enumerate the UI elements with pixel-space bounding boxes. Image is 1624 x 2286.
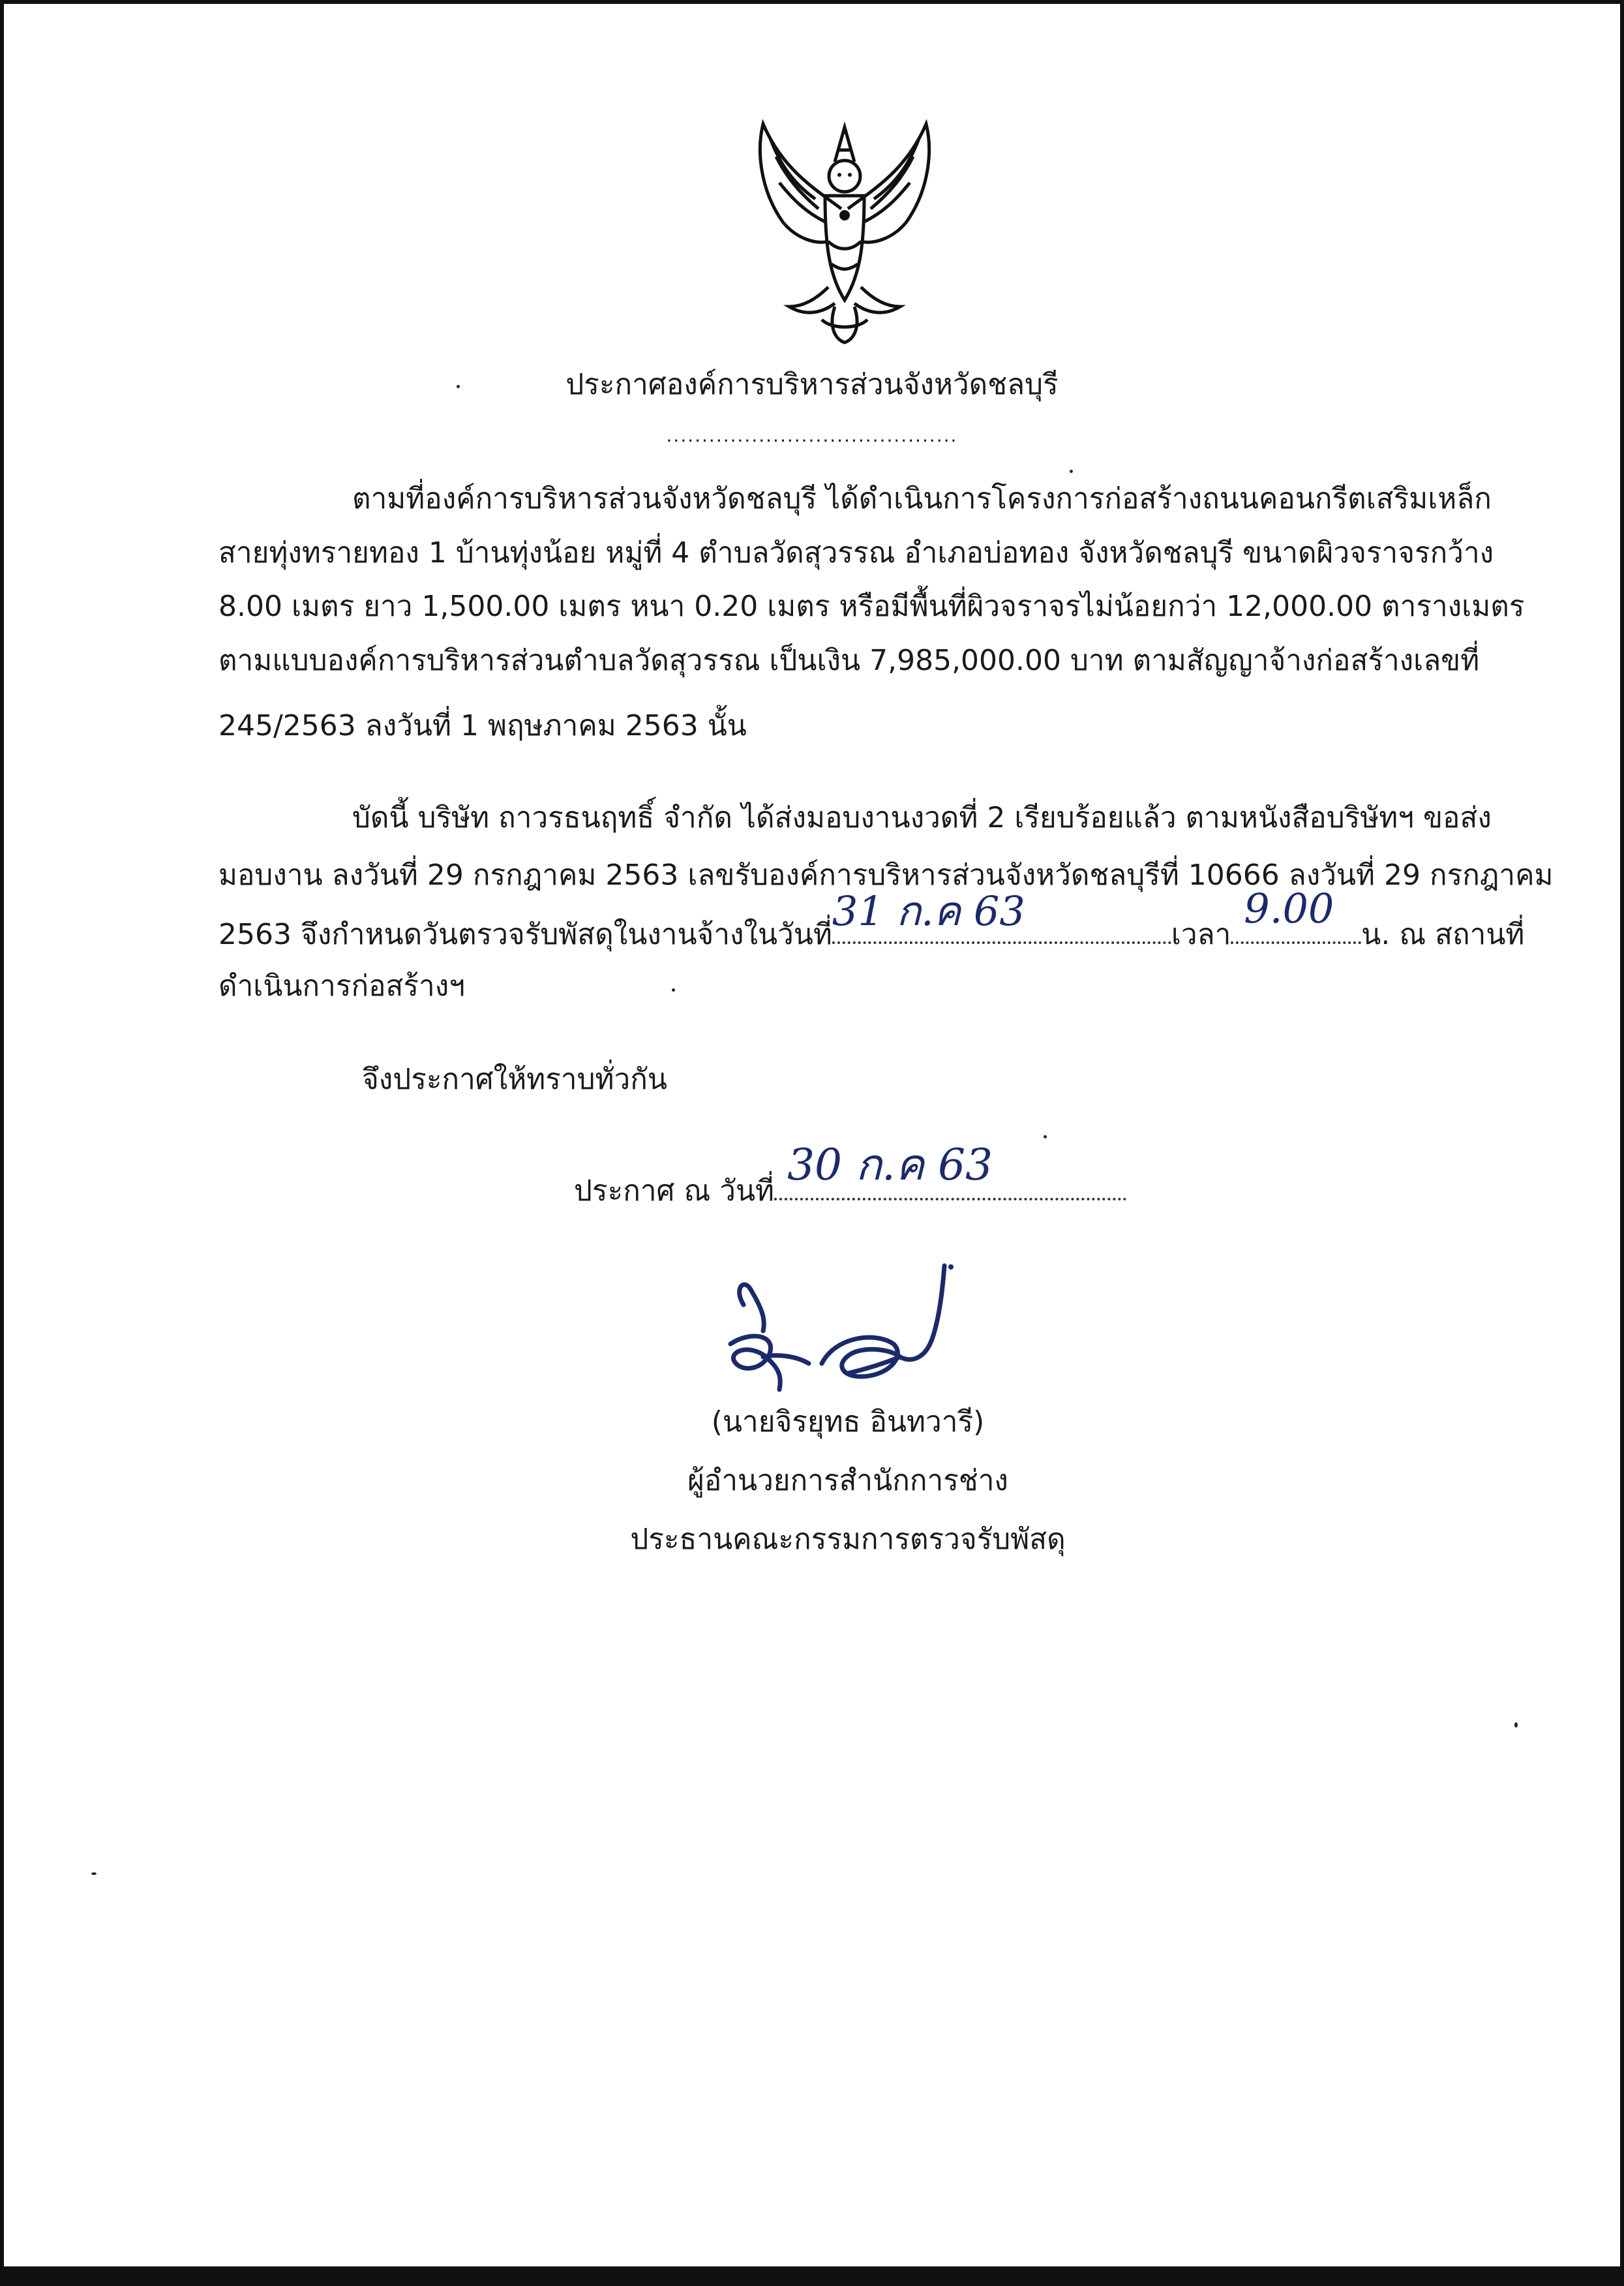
signatory-name: (นายจิรยุทธ อินทวารี) bbox=[711, 1405, 985, 1439]
paragraph-1-line-1: ตามที่องค์การบริหารส่วนจังหวัดชลบุรี ได้ดำเนินการโครงการก่อสร้างถนนคอนกรีตเสริมเหล็ก bbox=[352, 482, 1492, 515]
announcement-date-field bbox=[774, 1140, 1126, 1200]
paragraph-2-line-1: บัดนี้ บริษัท ถาวรธนฤทธิ์ จำกัด ได้ส่งมอบงานงวดที่ 2 เรียบร้อยแล้ว ตามหนังสือบริษัทฯ ขอส่ง bbox=[352, 801, 1492, 834]
page-title: ประกาศองค์การบริหารส่วนจังหวัดชลบุรี bbox=[565, 368, 1059, 401]
inspection-place: น. ณ สถานที่ bbox=[1361, 918, 1525, 951]
announcement-date-line bbox=[574, 1140, 1126, 1211]
scan-speck bbox=[672, 988, 675, 992]
paragraph-1-line-2: สายทุ่งทรายทอง 1 บ้านทุ่งน้อย หมู่ที่ 4 ตำบลวัดสุวรรณ อำเภอบ่อทอง จังหวัดชลบุรี ขนาดผิวจราจรกว้าง bbox=[218, 536, 1494, 570]
garuda-emblem-icon bbox=[744, 111, 946, 346]
title-separator: ......................................... bbox=[666, 425, 958, 446]
scan-speck bbox=[91, 1872, 97, 1875]
announcement-date-label: ประกาศ ณ วันที่ bbox=[574, 1174, 775, 1208]
inspection-time-field bbox=[1231, 885, 1361, 944]
closing-statement: จึงประกาศให้ทราบทั่วกัน bbox=[362, 1063, 667, 1096]
paragraph-1-line-4: ตามแบบองค์การบริหารส่วนตำบลวัดสุวรรณ เป็นเงิน 7,985,000.00 บาท ตามสัญญาจ้างก่อสร้างเลขที่ bbox=[218, 644, 1480, 677]
scan-edge-left bbox=[0, 0, 4, 2286]
handwritten-signature bbox=[704, 1259, 991, 1409]
scan-edge-top bbox=[0, 0, 1624, 4]
inspection-date-field bbox=[832, 887, 1171, 944]
scan-edge-right bbox=[1620, 0, 1624, 2286]
scan-speck bbox=[457, 385, 460, 388]
paragraph-1-line-3: 8.00 เมตร ยาว 1,500.00 เมตร หนา 0.20 เมตร หรือมีพื้นที่ผิวจราจรไม่น้อยกว่า 12,000.00 ตารางเมตร bbox=[218, 590, 1525, 623]
scan-speck bbox=[1044, 1135, 1047, 1138]
scan-speck bbox=[1070, 470, 1073, 473]
inspection-time-label: เวลา bbox=[1171, 918, 1231, 951]
paragraph-2-line-4: ดำเนินการก่อสร้างฯ bbox=[218, 969, 465, 1003]
inspection-date-handwritten: 31 ก.ค 63 bbox=[832, 887, 1025, 935]
announcement-date-handwritten: 30 ก.ค 63 bbox=[787, 1140, 993, 1190]
scan-speck bbox=[1514, 1722, 1518, 1728]
scan-edge-bottom bbox=[0, 2266, 1624, 2286]
signatory-position: ผู้อำนวยการสำนักการช่าง bbox=[687, 1464, 1008, 1497]
paragraph-2-line-3 bbox=[218, 885, 1525, 954]
signatory-role: ประธานคณะกรรมการตรวจรับพัสดุ bbox=[630, 1523, 1066, 1556]
inspection-date-prefix: 2563 จึงกำหนดวันตรวจรับพัสดุในงานจ้างในวันที่ bbox=[218, 918, 832, 951]
paragraph-2-line-2: มอบงาน ลงวันที่ 29 กรกฎาคม 2563 เลขรับองค์การบริหารส่วนจังหวัดชลบุรีที่ 10666 ลงวันที่ 29 กรกฎาคม bbox=[218, 859, 1554, 892]
paragraph-1-line-5: 245/2563 ลงวันที่ 1 พฤษภาคม 2563 นั้น bbox=[218, 709, 747, 742]
inspection-time-handwritten: 9.00 bbox=[1244, 885, 1334, 932]
